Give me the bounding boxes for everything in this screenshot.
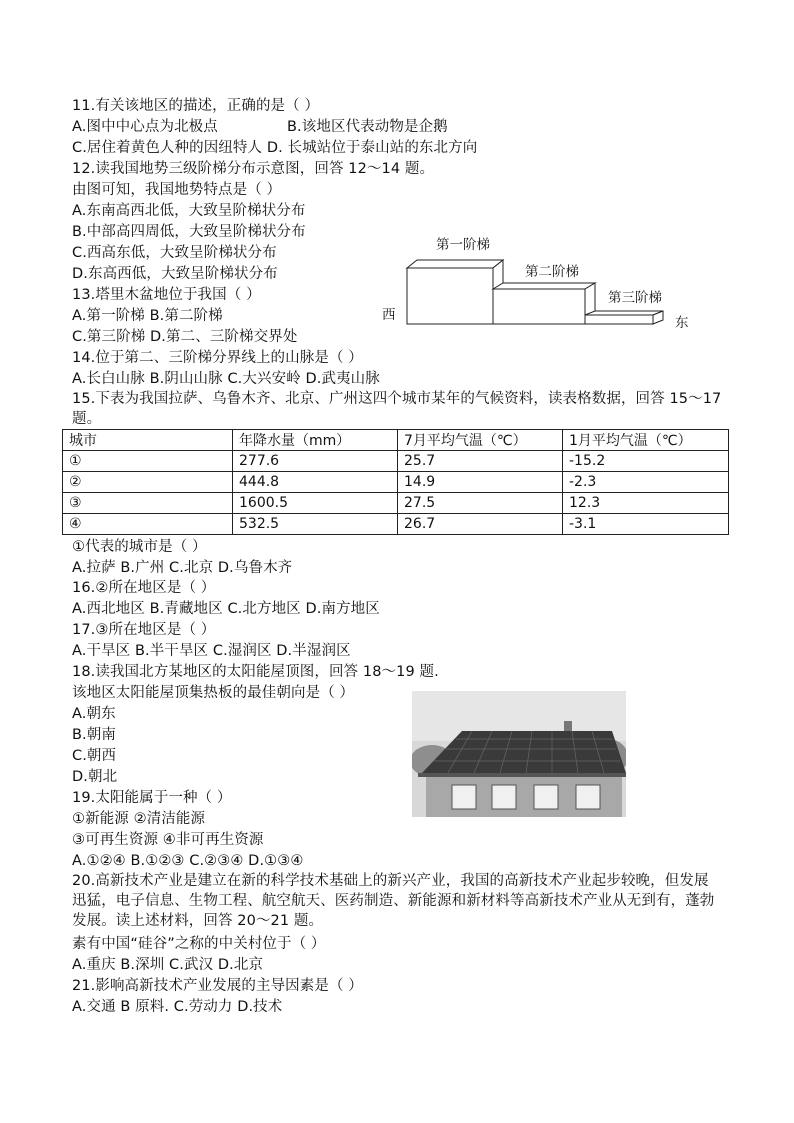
table-row	[63, 493, 729, 514]
q13-option-cd: C.第三阶梯 D.第二、三阶梯交界处	[72, 329, 298, 345]
q19-line-2: ③可再生资源 ④非可再生资源	[72, 832, 264, 848]
west-label: 西	[382, 307, 396, 323]
table-cell: ①	[63, 451, 233, 472]
climate-table	[62, 429, 729, 535]
q12-option-d: D.东高西低，大致呈阶梯状分布	[72, 266, 278, 282]
q18-option-d: D.朝北	[72, 769, 118, 785]
table-cell: 25.7	[398, 451, 563, 472]
q18-stem: 该地区太阳能屋顶集热板的最佳朝向是（ ）	[72, 685, 355, 701]
q12-stem: 由图可知，我国地势特点是（ ）	[72, 182, 282, 198]
q15-intro: 15.下表为我国拉萨、乌鲁木齐、北京、广州这四个城市某年的气候资料，读表格数据，回答 15～17 题。	[72, 391, 722, 427]
q12-intro: 12.读我国地势三级阶梯分布示意图，回答 12～14 题。	[72, 161, 435, 177]
q20-options: A.重庆 B.深圳 C.武汉 D.北京	[72, 957, 264, 973]
q18-option-b: B.朝南	[72, 727, 116, 743]
q14-options: A.长白山脉 B.阴山山脉 C.大兴安岭 D.武夷山脉	[72, 371, 380, 387]
q16-options: A.西北地区 B.青藏地区 C.北方地区 D.南方地区	[72, 601, 380, 617]
q12-option-a: A.东南高西北低，大致呈阶梯状分布	[72, 203, 306, 219]
q12-option-b: B.中部高四周低，大致呈阶梯状分布	[72, 224, 306, 240]
q19-stem: 19.太阳能属于一种（ ）	[72, 790, 232, 806]
header-january-temp: 1月平均气温（℃）	[563, 430, 729, 451]
table-cell: -2.3	[563, 472, 729, 493]
table-cell: 444.8	[233, 472, 398, 493]
q11-stem: 11.有关该地区的描述，正确的是（ ）	[72, 98, 320, 114]
q11-option-cd: C.居住着黄色人种的因纽特人 D. 长城站位于泰山站的东北方向	[72, 140, 478, 156]
q16-stem: 16.②所在地区是（ ）	[72, 580, 216, 596]
table-cell: -15.2	[563, 451, 729, 472]
q20-intro: 20.高新技术产业是建立在新的科学技术基础上的新兴产业，我国的高新技术产业起步较晚，但发展迅猛，电子信息、生物工程、航空航天、医药制造、新能源和新材料等高新技术产业从无到有，蓬勃发展。读上述材料，回答 20～21 题。	[72, 873, 715, 929]
step-1-label: 第一阶梯	[436, 237, 490, 253]
q20-stem: 素有中国“硅谷”之称的中关村位于（ ）	[72, 936, 326, 952]
q15-options: A.拉萨 B.广州 C.北京 D.乌鲁木齐	[72, 560, 293, 576]
table-cell: 277.6	[233, 451, 398, 472]
table-cell: ②	[63, 472, 233, 493]
q13-stem: 13.塔里木盆地位于我国（ ）	[72, 287, 261, 303]
table-cell: -3.1	[563, 514, 729, 535]
table-cell: 14.9	[398, 472, 563, 493]
table-cell: 1600.5	[233, 493, 398, 514]
step-2-block	[493, 283, 595, 324]
step-1-block	[407, 260, 503, 324]
q11-option-b: B.该地区代表动物是企鹅	[287, 119, 448, 135]
table-row	[63, 514, 729, 535]
q14-stem: 14.位于第二、三阶梯分界线上的山脉是（ ）	[72, 350, 363, 366]
q19-line-1: ①新能源 ②清洁能源	[72, 811, 206, 827]
header-city: 城市	[63, 430, 233, 451]
step-3-block	[585, 311, 663, 324]
table-row	[63, 451, 729, 472]
table-cell: 26.7	[398, 514, 563, 535]
table-cell: 532.5	[233, 514, 398, 535]
table-cell: ③	[63, 493, 233, 514]
q21-stem: 21.影响高新技术产业发展的主导因素是（ ）	[72, 978, 363, 994]
table-header-row	[63, 430, 729, 451]
q15-stem: ①代表的城市是（ ）	[72, 539, 207, 555]
terrain-steps-diagram	[380, 233, 710, 333]
step-2-label: 第二阶梯	[525, 264, 579, 280]
q17-stem: 17.③所在地区是（ ）	[72, 622, 216, 638]
q17-options: A.干旱区 B.半干旱区 C.湿润区 D.半湿润区	[72, 643, 351, 659]
q21-options: A.交通 B 原料. C.劳动力 D.技术	[72, 999, 283, 1015]
q18-option-a: A.朝东	[72, 706, 116, 722]
q11-option-a: A.图中中心点为北极点	[72, 119, 218, 135]
q18-intro: 18.读我国北方某地区的太阳能屋顶图，回答 18～19 题.	[72, 664, 439, 680]
table-cell: 12.3	[563, 493, 729, 514]
q19-options: A.①②④ B.①②③ C.②③④ D.①③④	[72, 853, 304, 869]
q18-option-c: C.朝西	[72, 748, 117, 764]
solar-roof-photo	[412, 691, 626, 817]
q12-option-c: C.西高东低，大致呈阶梯状分布	[72, 245, 277, 261]
q13-option-ab: A.第一阶梯 B.第二阶梯	[72, 308, 223, 324]
east-label: 东	[675, 315, 689, 331]
table-cell: 27.5	[398, 493, 563, 514]
header-july-temp: 7月平均气温（℃）	[398, 430, 563, 451]
table-row	[63, 472, 729, 493]
step-3-label: 第三阶梯	[608, 290, 662, 306]
header-precipitation: 年降水量（mm）	[233, 430, 398, 451]
table-cell: ④	[63, 514, 233, 535]
